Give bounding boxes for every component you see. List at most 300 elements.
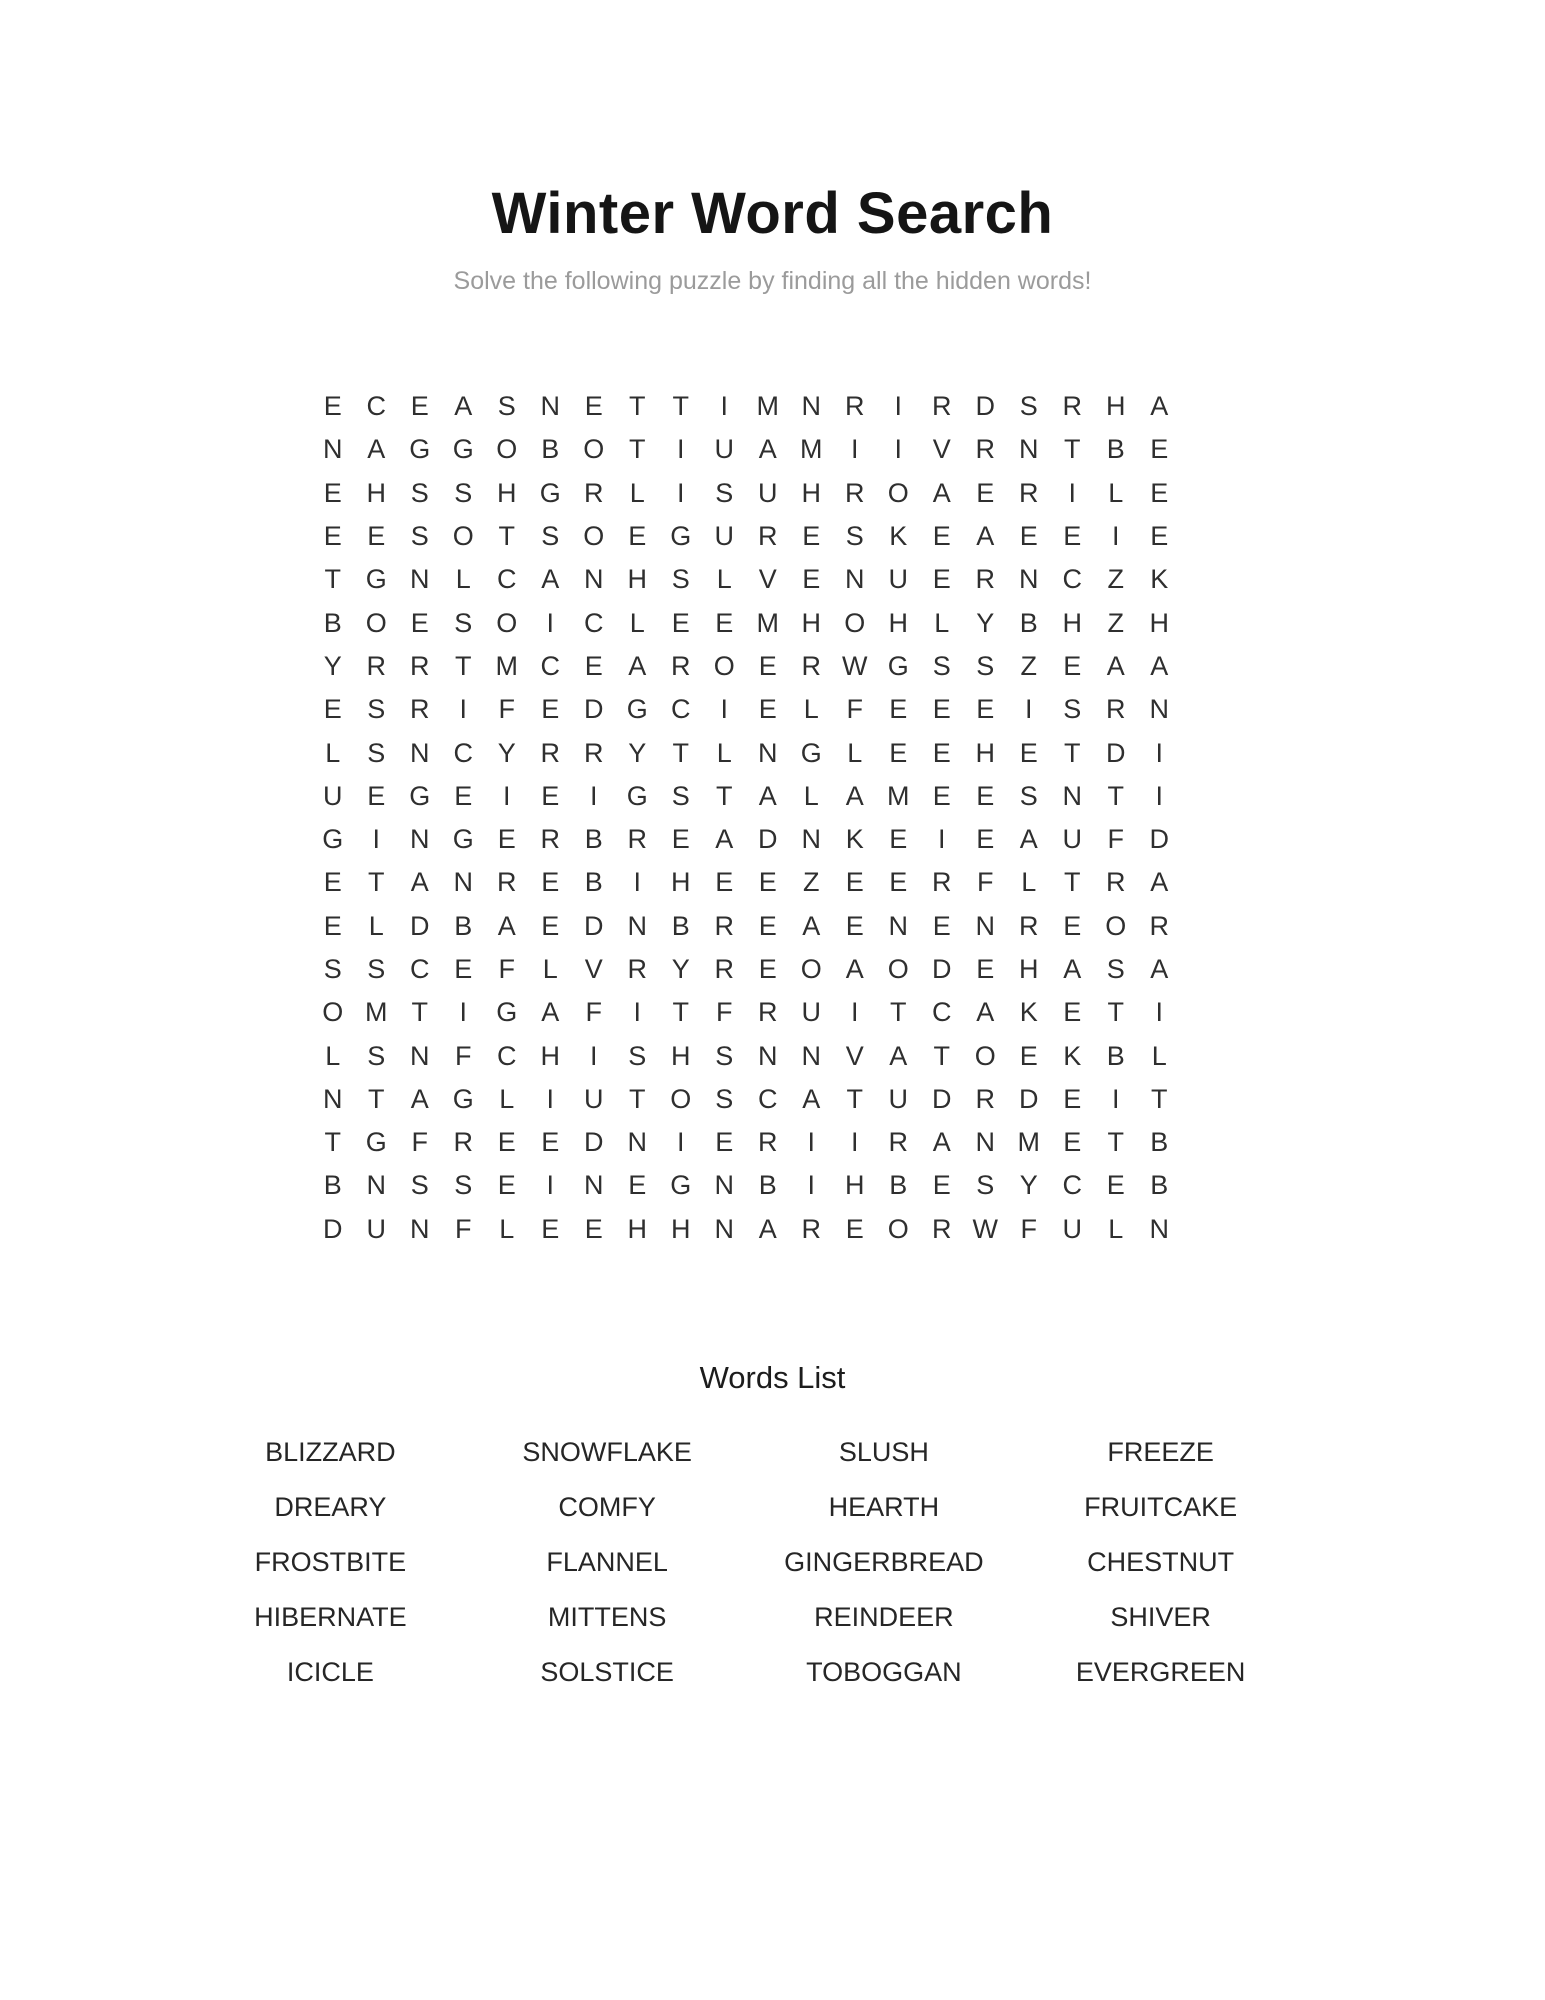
grid-letter: O [1105, 910, 1127, 941]
grid-letter: E [410, 607, 429, 638]
grid-letter: A [628, 650, 647, 681]
grid-letter: G [887, 650, 909, 681]
grid-letter: F [455, 1040, 472, 1071]
grid-letter: L [325, 737, 341, 768]
grid-letter: N [627, 910, 647, 941]
grid-letter: O [800, 954, 822, 984]
grid-letter: T [629, 434, 646, 465]
grid-letter: E [1150, 434, 1169, 465]
grid-letter: R [1062, 391, 1082, 422]
grid-row [311, 991, 1181, 1034]
grid-letter: N [1019, 564, 1039, 595]
grid-letter: T [368, 1083, 385, 1114]
grid-letter: I [937, 824, 946, 855]
grid-letter: F [716, 997, 733, 1028]
grid-letter: I [633, 997, 641, 1028]
grid-letter: F [1020, 1213, 1037, 1244]
grid-letter: G [365, 564, 387, 595]
grid-letter: T [672, 997, 689, 1028]
grid-letter: R [714, 954, 734, 984]
grid-letter: N [888, 910, 908, 941]
grid-letter: G [452, 1083, 474, 1114]
grid-letter: R [801, 650, 821, 681]
grid-letter: H [1149, 607, 1169, 638]
grid-letter: A [1150, 867, 1169, 898]
grid-letter: K [1150, 564, 1169, 595]
grid-letter: I [372, 824, 380, 855]
words-list-row [192, 1425, 1299, 1480]
grid-letter: E [1106, 1170, 1125, 1201]
grid-letter: N [758, 1040, 778, 1071]
grid-row [311, 1078, 1181, 1121]
grid-letter: F [846, 694, 863, 725]
grid-row [311, 515, 1181, 558]
grid-letter: I [894, 391, 902, 422]
grid-letter: S [671, 564, 690, 595]
grid-letter: S [367, 694, 386, 725]
grid-letter: T [455, 650, 472, 681]
grid-letter: T [324, 564, 341, 595]
grid-letter: H [671, 1040, 691, 1071]
grid-letter: H [1062, 607, 1082, 638]
grid-letter: R [627, 824, 647, 855]
grid-letter: H [671, 1213, 691, 1244]
words-list-word: MITTENS [547, 1602, 667, 1632]
grid-letter: S [845, 521, 864, 552]
grid-letter: T [324, 1127, 341, 1158]
grid-letter: I [1068, 477, 1076, 508]
grid-letter: B [1150, 1170, 1169, 1201]
grid-letter: I [1155, 997, 1163, 1028]
grid-letter: S [410, 1170, 429, 1201]
grid-letter: C [758, 1083, 778, 1114]
grid-letter: E [889, 867, 908, 898]
grid-letter: A [715, 824, 734, 855]
grid-letter: A [497, 910, 516, 941]
grid-letter: B [889, 1170, 908, 1201]
grid-letter: E [541, 1213, 560, 1244]
grid-letter: B [323, 1170, 342, 1201]
grid-letter: D [1019, 1083, 1039, 1114]
grid-letter: R [1019, 910, 1039, 941]
grid-letter: N [758, 737, 778, 768]
grid-letter: K [1019, 997, 1038, 1028]
grid-letter: U [366, 1213, 386, 1244]
grid-letter: I [633, 867, 641, 898]
grid-row [311, 1208, 1181, 1251]
grid-letter: T [1151, 1083, 1168, 1114]
grid-letter: N [410, 1213, 430, 1244]
grid-letter: A [758, 780, 777, 811]
grid-letter: H [975, 737, 995, 768]
grid-letter: H [845, 1170, 865, 1201]
grid-letter: E [1063, 521, 1082, 552]
grid-letter: B [1150, 1127, 1169, 1158]
grid-letter: E [802, 564, 821, 595]
words-list-word: BLIZZARD [265, 1437, 396, 1467]
grid-letter: L [716, 564, 732, 595]
grid-letter: E [323, 910, 342, 941]
grid-letter: R [758, 521, 778, 552]
grid-letter: D [932, 954, 952, 984]
grid-letter: K [889, 521, 908, 552]
grid-row [311, 775, 1181, 818]
grid-letter: H [497, 477, 517, 508]
grid-letter: L [629, 477, 645, 508]
grid-letter: V [932, 434, 951, 465]
words-list-word: ICICLE [286, 1657, 374, 1687]
grid-letter: E [976, 477, 995, 508]
grid-letter: E [758, 694, 777, 725]
grid-letter: E [932, 564, 951, 595]
grid-letter: I [720, 391, 728, 422]
grid-letter: E [584, 391, 603, 422]
grid-letter: S [410, 521, 429, 552]
grid-letter: S [454, 607, 473, 638]
grid-letter: H [888, 607, 908, 638]
grid-letter: D [1106, 737, 1126, 768]
grid-letter: U [714, 521, 734, 552]
grid-letter: A [410, 1083, 429, 1114]
grid-letter: I [1111, 1083, 1120, 1114]
grid-letter: A [1063, 954, 1082, 984]
grid-letter: D [323, 1213, 343, 1244]
grid-letter: O [496, 434, 518, 465]
grid-letter: T [1107, 780, 1124, 811]
grid-letter: G [452, 824, 474, 855]
grid-letter: O [713, 650, 735, 681]
grid-letter: I [676, 1127, 685, 1158]
grid-row [311, 1034, 1181, 1077]
grid-letter: A [1019, 824, 1038, 855]
grid-letter: C [453, 737, 473, 768]
grid-letter: B [1019, 607, 1038, 638]
grid-letter: B [584, 824, 603, 855]
grid-letter: S [715, 1083, 734, 1114]
grid-letter: R [410, 650, 430, 681]
grid-letter: R [584, 737, 604, 768]
grid-letter: L [803, 780, 819, 811]
grid-letter: I [1024, 694, 1033, 725]
grid-letter: E [323, 694, 342, 725]
grid-letter: E [323, 391, 342, 422]
grid-letter: T [672, 391, 689, 422]
grid-letter: Y [628, 737, 647, 768]
grid-letter: A [1150, 650, 1169, 681]
grid-letter: E [323, 521, 342, 552]
grid-letter: C [932, 997, 952, 1028]
grid-letter: S [932, 650, 951, 681]
grid-letter: C [540, 650, 560, 681]
grid-letter: G [626, 780, 648, 811]
grid-letter: H [801, 607, 821, 638]
grid-letter: D [584, 694, 604, 725]
grid-letter: E [584, 1213, 603, 1244]
grid-letter: T [716, 780, 733, 811]
grid-letter: N [453, 867, 473, 898]
grid-letter: O [496, 607, 518, 638]
grid-row [311, 818, 1181, 861]
grid-letter: F [455, 1213, 472, 1244]
grid-letter: T [846, 1083, 863, 1114]
grid-letter: C [1062, 564, 1082, 595]
grid-letter: O [974, 1040, 996, 1071]
grid-letter: N [323, 434, 343, 465]
grid-letter: D [932, 1083, 952, 1114]
grid-letter: E [889, 824, 908, 855]
grid-letter: H [1019, 954, 1039, 984]
words-list-word: SHIVER [1110, 1602, 1211, 1632]
grid-letter: S [367, 954, 386, 984]
grid-letter: I [1111, 521, 1120, 552]
grid-letter: R [932, 1213, 952, 1244]
grid-letter: A [845, 780, 864, 811]
grid-letter: E [671, 824, 690, 855]
grid-letter: L [1108, 477, 1124, 508]
grid-row [311, 688, 1181, 731]
grid-letter: A [541, 997, 560, 1028]
grid-letter: B [584, 867, 603, 898]
grid-letter: N [410, 737, 430, 768]
grid-letter: E [932, 910, 951, 941]
grid-letter: I [546, 1170, 554, 1201]
grid-letter: N [845, 564, 865, 595]
grid-letter: O [583, 434, 605, 465]
grid-letter: R [932, 391, 952, 422]
grid-letter: R [845, 391, 865, 422]
grid-letter: B [454, 910, 473, 941]
grid-letter: T [933, 1040, 950, 1071]
grid-letter: C [366, 391, 386, 422]
grid-letter: N [1149, 1213, 1169, 1244]
grid-letter: H [1106, 391, 1126, 422]
grid-letter: E [1063, 1127, 1082, 1158]
grid-letter: N [1019, 434, 1039, 465]
words-list-word: FROSTBITE [254, 1547, 407, 1577]
grid-letter: S [541, 521, 560, 552]
words-list-row [192, 1480, 1299, 1535]
grid-letter: M [800, 434, 823, 465]
grid-letter: R [584, 477, 604, 508]
grid-letter: E [628, 1170, 647, 1201]
grid-row [311, 558, 1181, 601]
grid-letter: E [1150, 521, 1169, 552]
grid-letter: U [1062, 824, 1082, 855]
grid-letter: U [323, 780, 343, 811]
grid-letter: L [368, 910, 384, 941]
grid-letter: G [365, 1127, 387, 1158]
words-list-word: EVERGREEN [1075, 1657, 1246, 1687]
grid-letter: R [758, 1127, 778, 1158]
grid-letter: A [454, 391, 473, 422]
grid-letter: E [758, 910, 777, 941]
page-subtitle: Solve the following puzzle by finding all the hidden words! [453, 267, 1092, 295]
grid-letter: Z [1107, 607, 1124, 638]
grid-letter: E [497, 1170, 516, 1201]
grid-row [311, 385, 1181, 428]
grid-letter: E [889, 737, 908, 768]
words-list-row [192, 1590, 1299, 1645]
grid-letter: G [452, 434, 474, 465]
grid-letter: U [758, 477, 778, 508]
grid-letter: A [758, 1213, 777, 1244]
words-list-word: HIBERNATE [254, 1602, 407, 1632]
grid-letter: L [934, 607, 950, 638]
grid-letter: I [459, 694, 467, 725]
grid-letter: W [972, 1213, 998, 1244]
grid-letter: L [847, 737, 863, 768]
grid-letter: E [758, 650, 777, 681]
words-list-word: FREEZE [1107, 1437, 1214, 1467]
words-list-word: REINDEER [814, 1602, 954, 1632]
grid-letter: U [1062, 1213, 1082, 1244]
grid-letter: E [932, 780, 951, 811]
grid-letter: L [1021, 867, 1037, 898]
grid-letter: V [584, 954, 603, 984]
grid-letter: E [1150, 477, 1169, 508]
grid-letter: R [410, 694, 430, 725]
grid-letter: E [889, 694, 908, 725]
grid-letter: F [411, 1127, 428, 1158]
grid-letter: O [887, 1213, 909, 1244]
grid-letter: S [367, 1040, 386, 1071]
grid-letter: T [1064, 867, 1081, 898]
grid-letter: S [1106, 954, 1125, 984]
grid-letter: E [497, 1127, 516, 1158]
grid-letter: D [1149, 824, 1169, 855]
words-list-word: FLANNEL [546, 1547, 668, 1577]
grid-letter: C [497, 564, 517, 595]
grid-letter: I [589, 1040, 598, 1071]
grid-letter: R [1106, 694, 1126, 725]
grid-letter: N [801, 1040, 821, 1071]
grid-letter: A [802, 1083, 821, 1114]
grid-row [311, 428, 1181, 471]
grid-letter: D [410, 910, 430, 941]
grid-letter: O [322, 997, 344, 1028]
grid-letter: H [540, 1040, 560, 1071]
grid-letter: A [976, 997, 995, 1028]
grid-letter: D [758, 824, 778, 855]
grid-letter: W [842, 650, 868, 681]
grid-letter: M [1017, 1127, 1040, 1158]
grid-letter: T [890, 997, 907, 1028]
grid-letter: E [497, 824, 516, 855]
grid-letter: C [671, 694, 691, 725]
grid-letter: K [1063, 1040, 1082, 1071]
words-list-word: SOLSTICE [540, 1657, 674, 1687]
grid-letter: A [802, 910, 821, 941]
grid-letter: Y [671, 954, 690, 984]
grid-letter: E [454, 954, 473, 984]
grid-letter: F [977, 867, 994, 898]
grid-letter: R [1019, 477, 1039, 508]
grid-letter: S [323, 954, 342, 984]
grid-letter: Z [803, 867, 820, 898]
grid-letter: G [626, 694, 648, 725]
grid-row [311, 601, 1181, 644]
grid-letter: R [758, 997, 778, 1028]
grid-letter: E [367, 521, 386, 552]
grid-letter: T [368, 867, 385, 898]
grid-letter: R [845, 477, 865, 508]
grid-letter: I [720, 694, 728, 725]
grid-letter: U [584, 1083, 604, 1114]
grid-letter: R [627, 954, 647, 984]
grid-letter: N [714, 1170, 734, 1201]
grid-row [311, 731, 1181, 774]
grid-letter: S [1019, 780, 1038, 811]
grid-letter: S [976, 1170, 995, 1201]
grid-letter: L [1108, 1213, 1124, 1244]
grid-letter: S [628, 1040, 647, 1071]
grid-letter: B [541, 434, 560, 465]
grid-letter: E [976, 954, 995, 984]
grid-letter: G [496, 997, 518, 1028]
grid-letter: T [498, 521, 515, 552]
grid-letter: O [365, 607, 387, 638]
grid-row [311, 861, 1181, 904]
grid-letter: G [539, 477, 561, 508]
grid-letter: Z [1107, 564, 1124, 595]
grid-letter: A [410, 867, 429, 898]
words-list-word: DREARY [274, 1492, 387, 1522]
grid-letter: R [453, 1127, 473, 1158]
grid-letter: R [497, 867, 517, 898]
grid-letter: B [1106, 434, 1125, 465]
grid-letter: O [452, 521, 474, 552]
grid-letter: N [975, 910, 995, 941]
grid-letter: E [1063, 1083, 1082, 1114]
grid-letter: E [845, 910, 864, 941]
grid-letter: A [976, 521, 995, 552]
grid-letter: S [454, 1170, 473, 1201]
grid-letter: S [1063, 694, 1082, 725]
grid-letter: T [1064, 737, 1081, 768]
grid-letter: I [807, 1127, 815, 1158]
grid-letter: V [758, 564, 777, 595]
grid-letter: E [541, 867, 560, 898]
grid-letter: N [323, 1083, 343, 1114]
words-list-row [192, 1645, 1299, 1700]
grid-letter: Y [323, 650, 342, 681]
words-list-word: COMFY [558, 1492, 656, 1522]
grid-letter: I [807, 1170, 815, 1201]
grid-letter: E [541, 910, 560, 941]
grid-letter: R [975, 564, 995, 595]
grid-letter: A [1106, 650, 1125, 681]
grid-letter: N [801, 391, 821, 422]
grid-letter: E [671, 607, 690, 638]
grid-letter: C [410, 954, 430, 984]
grid-letter: G [409, 780, 431, 811]
words-list-row [192, 1535, 1299, 1590]
grid-letter: A [889, 1040, 908, 1071]
grid-letter: B [671, 910, 690, 941]
grid-letter: R [1149, 910, 1169, 941]
grid-letter: R [1106, 867, 1126, 898]
grid-letter: R [888, 1127, 908, 1158]
grid-letter: U [888, 1083, 908, 1114]
grid-letter: I [502, 780, 511, 811]
grid-letter: S [715, 477, 734, 508]
grid-letter: Y [976, 607, 995, 638]
grid-letter: L [542, 954, 558, 984]
grid-letter: F [498, 694, 515, 725]
grid-letter: R [975, 1083, 995, 1114]
grid-letter: R [366, 650, 386, 681]
grid-letter: N [1062, 780, 1082, 811]
